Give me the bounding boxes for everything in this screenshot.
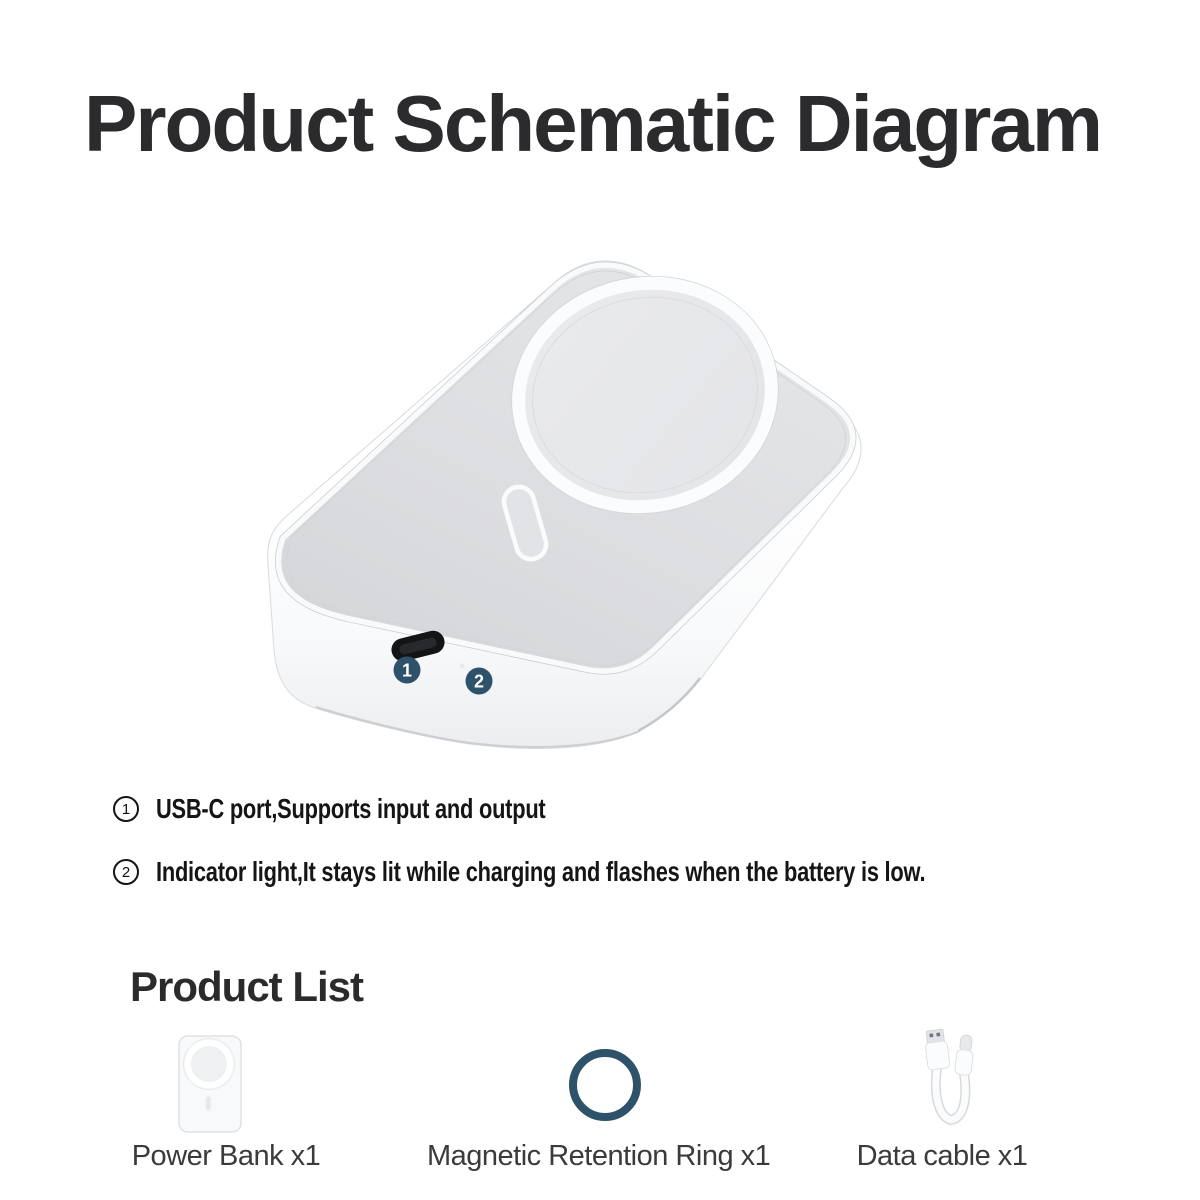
callout-number-1: 1 [401,660,413,681]
annotation-row-2 [113,858,1142,886]
product-item-label: Data cable x1 [856,1140,1028,1172]
power-bank-3d-render [230,215,910,775]
annotation-number-1: 1 [113,796,139,822]
indicator-light [459,663,464,668]
page-title: Product Schematic Diagram [84,79,1101,168]
annotation-text-1: USB-C port,Supports input and output [156,793,546,824]
product-list-heading: Product List [130,963,364,1010]
power-bank-icon [177,1034,243,1139]
callout-badge-1 [394,657,421,684]
product-item-label: Power Bank x1 [131,1140,321,1172]
annotation-row-1 [113,795,655,823]
product-item-label: Magnetic Retention Ring x1 [427,1140,771,1172]
callout-badge-2 [466,668,493,695]
annotation-text-2: Indicator light,It stays lit while charging and flashes when the battery is low. [156,856,926,887]
magnetic-ring-icon [569,1049,641,1121]
annotation-number-2: 2 [113,859,139,885]
callout-number-2: 2 [473,671,485,692]
device-figure [230,215,910,775]
data-cable-icon [918,1027,982,1144]
